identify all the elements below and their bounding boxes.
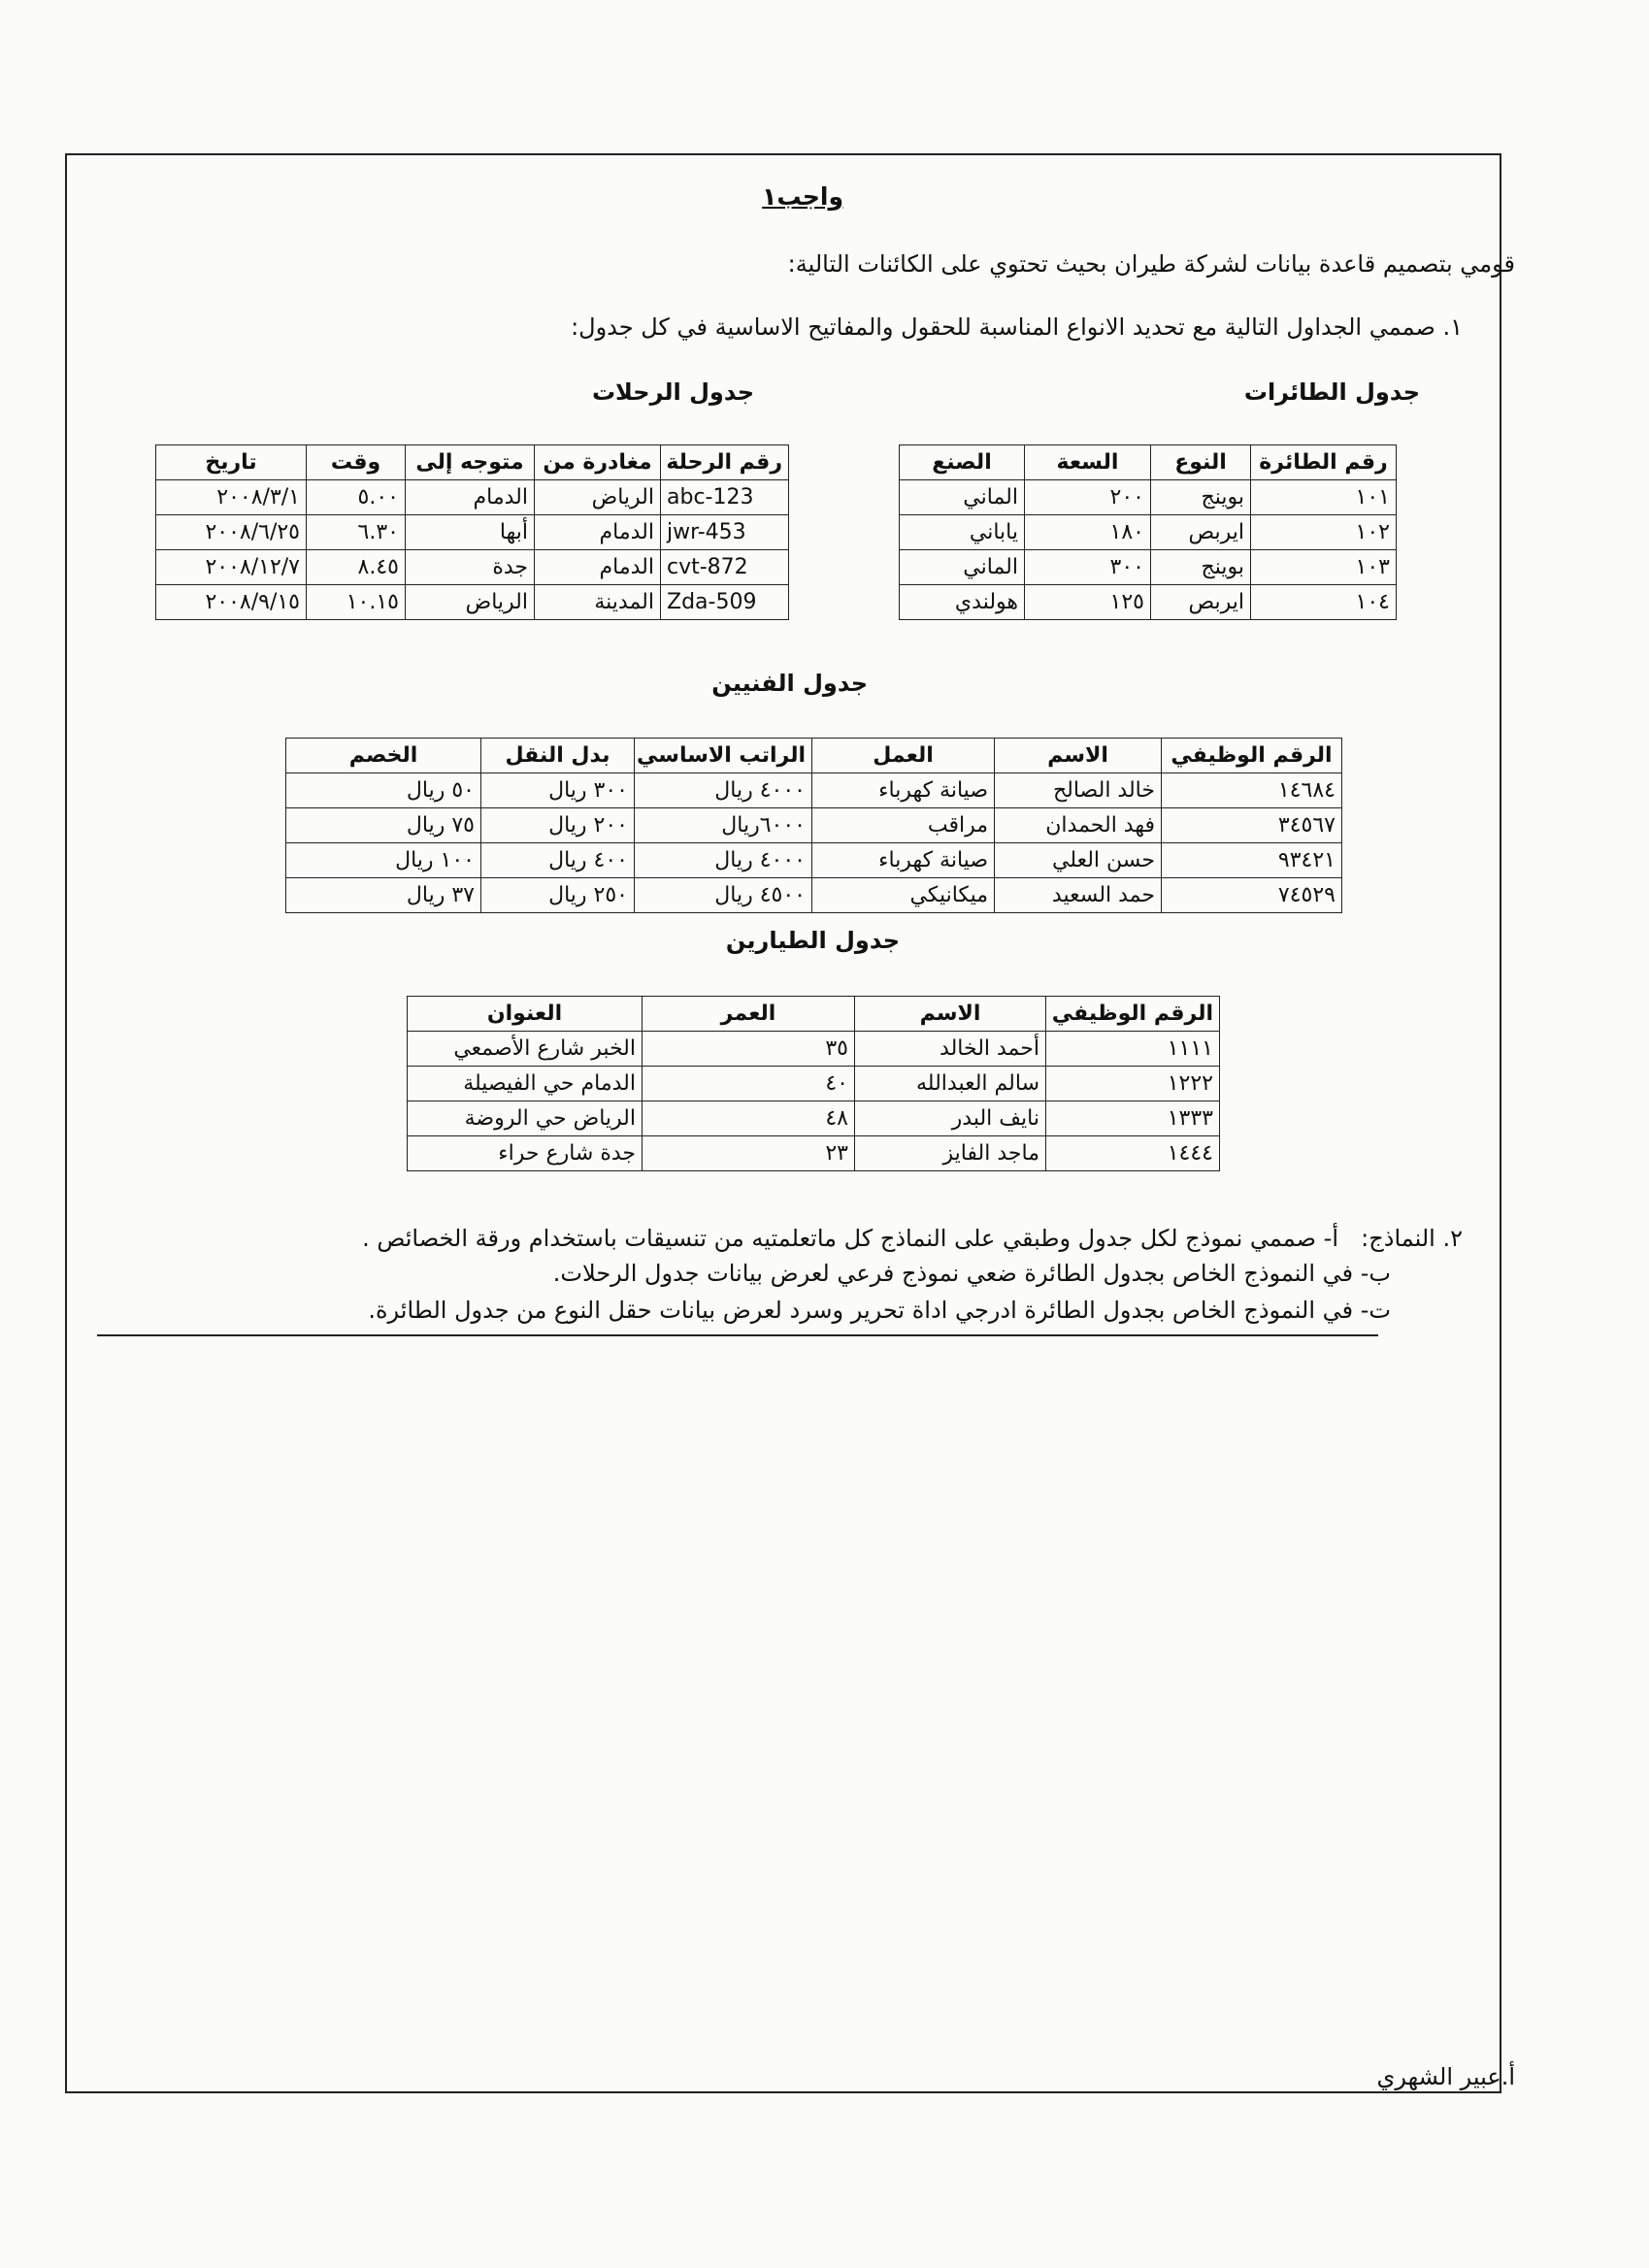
table-cell: ٨.٤٥ (307, 550, 406, 585)
table-cell: الدمام (535, 550, 661, 585)
column-header: بدل النقل (481, 739, 635, 773)
table-cell: ٤٠٠٠ ريال (635, 843, 812, 878)
table-cell: ايربص (1151, 515, 1251, 550)
page-title: واجب١ (762, 182, 843, 211)
table-cell: الرياض (406, 585, 535, 620)
column-header: السعة (1025, 445, 1151, 480)
column-header: الرقم الوظيفي (1046, 997, 1220, 1032)
table-row (156, 550, 789, 585)
table-cell: ٣٤٥٦٧ (1162, 808, 1342, 843)
table-row (156, 515, 789, 550)
table-cell: ٤٥٠٠ ريال (635, 878, 812, 913)
table-cell: ٦.٣٠ (307, 515, 406, 550)
table-row (156, 480, 789, 515)
table-cell: الدمام (406, 480, 535, 515)
column-header: العنوان (408, 997, 643, 1032)
table-row (900, 480, 1397, 515)
column-header: الاسم (855, 997, 1046, 1032)
intro-text: قومي بتصميم قاعدة بيانات لشركة طيران بحيث تحتوي على الكائنات التالية: (787, 250, 1515, 278)
table-cell: abc-123 (661, 480, 789, 515)
table-cell: ٦٠٠٠ريال (635, 808, 812, 843)
table-cell: ايربص (1151, 585, 1251, 620)
table-cell: ٣٧ ريال (286, 878, 481, 913)
item-2-b-text: ب- في النموذج الخاص بجدول الطائرة ضعي نموذج فرعي لعرض بيانات جدول الرحلات. (552, 1260, 1391, 1287)
table-cell: ١٤٤٤ (1046, 1136, 1220, 1171)
table-row (408, 1136, 1220, 1171)
table-row (286, 773, 1342, 808)
table-header-row (408, 997, 1220, 1032)
item-2-c-text: ت- في النموذج الخاص بجدول الطائرة ادرجي اداة تحرير وسرد لعرض بيانات حقل النوع من جدول الطائرة. (368, 1297, 1391, 1324)
column-header: تاريخ (156, 445, 307, 480)
column-header: النوع (1151, 445, 1251, 480)
table-cell: ٢٠٠ (1025, 480, 1151, 515)
table-cell: ٩٣٤٢١ (1162, 843, 1342, 878)
column-header: مغادرة من (535, 445, 661, 480)
column-header: الصنع (900, 445, 1025, 480)
table-cell: بوينج (1151, 480, 1251, 515)
table-header-row (900, 445, 1397, 480)
aircraft-table (899, 444, 1397, 620)
column-header: الاسم (995, 739, 1162, 773)
table-cell: ١٢٢٢ (1046, 1067, 1220, 1101)
table-cell: حمد السعيد (995, 878, 1162, 913)
table-cell: جدة شارع حراء (408, 1136, 643, 1171)
table-cell: ٢٠٠٨/٣/١ (156, 480, 307, 515)
table-cell: أبها (406, 515, 535, 550)
table-cell: حسن العلي (995, 843, 1162, 878)
item-2-a-text: أ- صممي نموذج لكل جدول وطبقي على النماذج كل ماتعلمتيه من تنسيقات باستخدام ورقة الخصائص . (362, 1225, 1338, 1252)
table-cell: سالم العبدالله (855, 1067, 1046, 1101)
table-cell: ١٤٦٨٤ (1162, 773, 1342, 808)
table-row (286, 843, 1342, 878)
technicians-table-caption: جدول الفنيين (711, 670, 868, 697)
table-cell: ٢٠٠٨/١٢/٧ (156, 550, 307, 585)
table-cell: ٥.٠٠ (307, 480, 406, 515)
column-header: رقم الطائرة (1251, 445, 1397, 480)
table-cell: ١٠.١٥ (307, 585, 406, 620)
table-cell: ٣٠٠ (1025, 550, 1151, 585)
pilots-table-caption: جدول الطيارين (725, 927, 900, 954)
table-cell: ماجد الفايز (855, 1136, 1046, 1171)
table-row (900, 585, 1397, 620)
column-header: العمر (643, 997, 855, 1032)
table-cell: ٢٠٠٨/٩/١٥ (156, 585, 307, 620)
table-header-row (156, 445, 789, 480)
table-cell: ١٠٣ (1251, 550, 1397, 585)
table-row (408, 1032, 1220, 1067)
column-header: الخصم (286, 739, 481, 773)
table-cell: ١٣٣٣ (1046, 1101, 1220, 1136)
table-row (900, 550, 1397, 585)
table-cell: الرياض حي الروضة (408, 1101, 643, 1136)
table-cell: مراقب (812, 808, 995, 843)
table-cell: الماني (900, 550, 1025, 585)
column-header: متوجه إلى (406, 445, 535, 480)
table-cell: jwr-453 (661, 515, 789, 550)
table-cell: ٢٥٠ ريال (481, 878, 635, 913)
table-cell: ١٨٠ (1025, 515, 1151, 550)
column-header: الراتب الاساسي (635, 739, 812, 773)
table-cell: الرياض (535, 480, 661, 515)
table-cell: خالد الصالح (995, 773, 1162, 808)
table-cell: الماني (900, 480, 1025, 515)
table-cell: ٤٠٠٠ ريال (635, 773, 812, 808)
flights-table-caption: جدول الرحلات (591, 378, 754, 406)
table-cell: نايف البدر (855, 1101, 1046, 1136)
table-cell: ٤٠ (643, 1067, 855, 1101)
aircraft-table-caption: جدول الطائرات (1243, 378, 1420, 406)
table-row (408, 1101, 1220, 1136)
table-row (408, 1067, 1220, 1101)
technicians-table (285, 738, 1342, 913)
column-header: العمل (812, 739, 995, 773)
table-cell: الخبر شارع الأصمعي (408, 1032, 643, 1067)
item-1-text: ١. صممي الجداول التالية مع تحديد الانواع المناسبة للحقول والمفاتيح الاساسية في كل جدول: (571, 313, 1463, 341)
table-cell: بوينج (1151, 550, 1251, 585)
table-cell: Zda-509 (661, 585, 789, 620)
flights-table (155, 444, 789, 620)
table-cell: هولندي (900, 585, 1025, 620)
table-header-row (286, 739, 1342, 773)
table-row (286, 808, 1342, 843)
table-cell: ١٠١ (1251, 480, 1397, 515)
table-cell: الدمام (535, 515, 661, 550)
table-cell: ٤٨ (643, 1101, 855, 1136)
horizontal-rule (97, 1334, 1378, 1336)
table-cell: ١٢٥ (1025, 585, 1151, 620)
table-cell: ١٠٢ (1251, 515, 1397, 550)
table-cell: المدينة (535, 585, 661, 620)
item-2-label: ٢. النماذج: (1361, 1225, 1463, 1252)
table-row (900, 515, 1397, 550)
table-cell: ٢٠٠ ريال (481, 808, 635, 843)
table-cell: صيانة كهرباء (812, 843, 995, 878)
table-cell: ٢٣ (643, 1136, 855, 1171)
table-cell: ١١١١ (1046, 1032, 1220, 1067)
pilots-table (407, 996, 1220, 1171)
table-cell: ٣٠٠ ريال (481, 773, 635, 808)
table-cell: ١٠٠ ريال (286, 843, 481, 878)
table-cell: ٧٤٥٢٩ (1162, 878, 1342, 913)
table-cell: ٧٥ ريال (286, 808, 481, 843)
column-header: وقت (307, 445, 406, 480)
table-cell: جدة (406, 550, 535, 585)
table-cell: ميكانيكي (812, 878, 995, 913)
table-row (156, 585, 789, 620)
table-cell: cvt-872 (661, 550, 789, 585)
column-header: الرقم الوظيفي (1162, 739, 1342, 773)
table-cell: ٥٠ ريال (286, 773, 481, 808)
table-cell: ١٠٤ (1251, 585, 1397, 620)
column-header: رقم الرحلة (661, 445, 789, 480)
table-row (286, 878, 1342, 913)
teacher-signature: أ.عبير الشهري (1376, 2063, 1515, 2090)
table-cell: ٣٥ (643, 1032, 855, 1067)
table-cell: ياباني (900, 515, 1025, 550)
table-cell: ٢٠٠٨/٦/٢٥ (156, 515, 307, 550)
table-cell: الدمام حي الفيصيلة (408, 1067, 643, 1101)
table-cell: أحمد الخالد (855, 1032, 1046, 1067)
table-cell: فهد الحمدان (995, 808, 1162, 843)
table-cell: ٤٠٠ ريال (481, 843, 635, 878)
table-cell: صيانة كهرباء (812, 773, 995, 808)
